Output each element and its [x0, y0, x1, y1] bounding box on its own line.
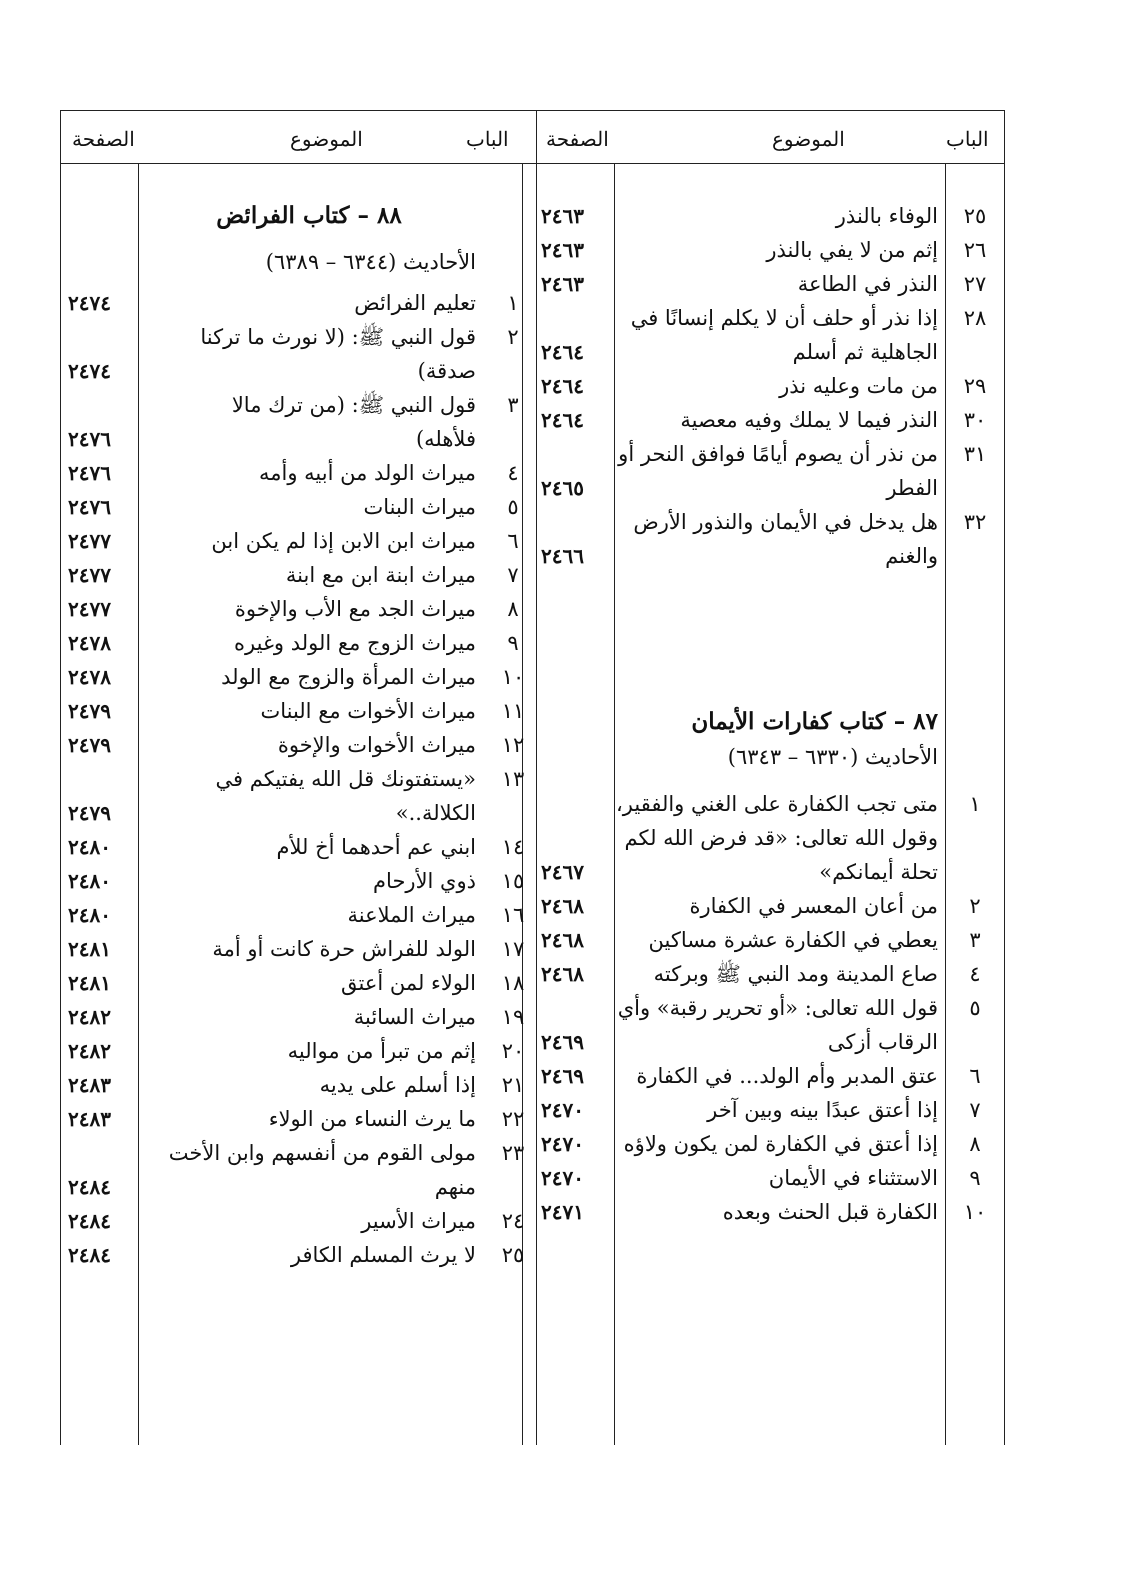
- left-row-page-number: ٢٤٨٤: [68, 1243, 111, 1267]
- left-row-bab-number: ١٠: [501, 665, 525, 689]
- right-row-topic-text: الوفاء بالنذر: [835, 204, 938, 228]
- left-row-bab-number: ٩: [507, 631, 519, 655]
- left-row-bab-number: ١٥: [501, 869, 525, 893]
- right-row-bab-number: ٤: [969, 962, 981, 986]
- left-row-page-number: ٢٤٧٤: [68, 359, 111, 383]
- left-row-bab-number: ٧: [507, 563, 519, 587]
- left-row-page-number: ٢٤٧٩: [68, 801, 111, 825]
- right-row-topic-text: متى تجب الكفارة على الغني والفقير،: [616, 792, 938, 816]
- left-row-bab-number: ٣: [507, 393, 519, 417]
- left-row-page-number: ٢٤٨٤: [68, 1209, 111, 1233]
- header-left-topic: الموضوع: [290, 127, 363, 151]
- right-row-bab-number: ٢٥: [963, 204, 987, 228]
- right-row-page-number: ٢٤٦٨: [541, 894, 584, 918]
- right-row-page-number: ٢٤٧٠: [541, 1098, 584, 1122]
- right-row-topic-text: تحلة أيمانكم»: [819, 860, 938, 884]
- right-row-page-number: ٢٤٦٤: [541, 340, 584, 364]
- left-row-topic-text: ميراث المرأة والزوج مع الولد: [221, 665, 476, 689]
- right-row-page-number: ٢٤٦٣: [541, 204, 584, 228]
- left-row-topic-text: ميراث الملاعنة: [347, 903, 476, 927]
- left-row-topic-text: ميراث الأخوات مع البنات: [260, 699, 476, 723]
- header-left-bab: الباب: [466, 127, 509, 151]
- right-row-topic-text: إذا نذر أو حلف أن لا يكلم إنسانًا في: [630, 306, 938, 330]
- left-row-page-number: ٢٤٨١: [68, 937, 111, 961]
- left-row-topic-text: قول النبي ﷺ: (من ترك مالا: [231, 393, 476, 417]
- right-row-page-number: ٢٤٦٣: [541, 272, 584, 296]
- right-row-page-number: ٢٤٦٦: [541, 544, 584, 568]
- right-row-topic-text: والغنم: [885, 544, 938, 568]
- right-row-topic-text: من أعان المعسر في الكفارة: [689, 894, 938, 918]
- left-row-bab-number: ١٩: [501, 1005, 525, 1029]
- left-row-page-number: ٢٤٧٦: [68, 495, 111, 519]
- right-row-topic-text: يعطي في الكفارة عشرة مساكين: [648, 928, 938, 952]
- right-row-page-number: ٢٤٦٩: [541, 1064, 584, 1088]
- right-row-topic-text: الفطر: [886, 476, 938, 500]
- left-row-bab-number: ٨: [507, 597, 519, 621]
- right-row-bab-number: ٢٨: [963, 306, 987, 330]
- right-row-topic-text: وقول الله تعالى: «قد فرض الله لكم: [624, 826, 938, 850]
- right-row-topic-text: من نذر أن يصوم أيامًا فوافق النحر أو: [618, 442, 938, 466]
- left-row-topic-text: ميراث ابنة ابن مع ابنة: [285, 563, 476, 587]
- right-row-bab-number: ٢: [969, 894, 981, 918]
- left-row-bab-number: ١١: [501, 699, 525, 723]
- right-row-topic-text: هل يدخل في الأيمان والنذور الأرض: [633, 510, 938, 534]
- left-row-topic-text: «يستفتونك قل الله يفتيكم في: [215, 767, 476, 791]
- left-row-page-number: ٢٤٨٠: [68, 903, 111, 927]
- right-row-topic-text: إذا أعتق في الكفارة لمن يكون ولاؤه: [623, 1132, 938, 1156]
- left-row-topic-text: ذوي الأرحام: [373, 869, 476, 893]
- left-row-topic-text: الولاء لمن أعتق: [340, 971, 476, 995]
- left-book-title: ٨٨ – كتاب الفرائض: [216, 202, 402, 229]
- left-row-page-number: ٢٤٨٢: [68, 1005, 111, 1029]
- left-row-bab-number: ٢٠: [501, 1039, 525, 1063]
- right-row-page-number: ٢٤٧١: [541, 1200, 584, 1224]
- right-row-page-number: ٢٤٦٩: [541, 1030, 584, 1054]
- left-row-page-number: ٢٤٨٠: [68, 869, 111, 893]
- right-row-topic-text: إثم من لا يفي بالنذر: [766, 238, 938, 262]
- left-row-topic-text: الولد للفراش حرة كانت أو أمة: [212, 937, 476, 961]
- right-row-topic-text: الرقاب أزكى: [827, 1030, 938, 1054]
- left-row-bab-number: ١: [507, 291, 519, 315]
- right-row-bab-number: ٦: [969, 1064, 981, 1088]
- left-row-bab-number: ١٣: [501, 767, 525, 791]
- left-row-bab-number: ١٦: [501, 903, 525, 927]
- right-row-bab-number: ٣٠: [963, 408, 987, 432]
- left-row-bab-number: ٢٣: [501, 1141, 525, 1165]
- left-row-topic-text: ميراث الزوج مع الولد وغيره: [234, 631, 476, 655]
- left-row-topic-text: صدقة): [417, 359, 476, 383]
- right-row-bab-number: ١٠: [963, 1200, 987, 1224]
- left-row-page-number: ٢٤٧٧: [68, 597, 111, 621]
- left-row-topic-text: ابني عم أحدهما أخ للأم: [276, 835, 476, 859]
- right-row-bab-number: ٨: [969, 1132, 981, 1156]
- left-row-topic-text: تعليم الفرائض: [354, 291, 476, 315]
- right-row-bab-number: ٧: [969, 1098, 981, 1122]
- right-row-topic-text: إذا أعتق عبدًا بينه وبين آخر: [707, 1098, 938, 1122]
- right-row-bab-number: ٢٩: [963, 374, 987, 398]
- header-rule: [60, 163, 1005, 164]
- left-row-topic-text: فلأهله): [415, 427, 476, 451]
- left-row-topic-text: ميراث الأسير: [361, 1209, 476, 1233]
- left-row-topic-text: قول النبي ﷺ: (لا نورث ما تركنا: [200, 325, 476, 349]
- left-row-bab-number: ١٢: [501, 733, 525, 757]
- right-book-title: ٨٧ – كتاب كفارات الأيمان: [691, 708, 938, 735]
- header-right-page: الصفحة: [546, 127, 609, 151]
- right-row-topic-text: الاستثناء في الأيمان: [768, 1166, 938, 1190]
- left-row-bab-number: ٢٢: [501, 1107, 525, 1131]
- right-row-page-number: ٢٤٧٠: [541, 1166, 584, 1190]
- right-book-hadith: الأحاديث (٦٣٣٠ – ٦٣٤٣): [727, 745, 938, 769]
- right-page-divider: [614, 163, 615, 1445]
- right-row-bab-number: ١: [969, 792, 981, 816]
- left-row-bab-number: ١٨: [501, 971, 525, 995]
- left-row-bab-number: ٢٥: [501, 1243, 525, 1267]
- left-row-bab-number: ١٤: [501, 835, 525, 859]
- left-row-page-number: ٢٤٨٢: [68, 1039, 111, 1063]
- right-row-topic-text: صاع المدينة ومد النبي ﷺ وبركته: [653, 962, 938, 986]
- right-row-topic-text: الجاهلية ثم أسلم: [792, 340, 938, 364]
- left-row-topic-text: ميراث الولد من أبيه وأمه: [259, 461, 476, 485]
- left-row-topic-text: الكلالة..»: [395, 801, 476, 825]
- left-row-bab-number: ١٧: [501, 937, 525, 961]
- left-row-topic-text: ميراث الأخوات والإخوة: [277, 733, 476, 757]
- left-row-bab-number: ٢١: [501, 1073, 525, 1097]
- left-book-hadith: الأحاديث (٦٣٤٤ – ٦٣٨٩): [265, 250, 476, 274]
- left-row-page-number: ٢٤٧٨: [68, 631, 111, 655]
- left-row-page-number: ٢٤٨٠: [68, 835, 111, 859]
- right-row-page-number: ٢٤٧٠: [541, 1132, 584, 1156]
- right-row-topic-text: من مات وعليه نذر: [779, 374, 938, 398]
- left-row-topic-text: منهم: [434, 1175, 476, 1199]
- left-row-bab-number: ٢: [507, 325, 519, 349]
- right-row-page-number: ٢٤٦٨: [541, 962, 584, 986]
- right-row-page-number: ٢٤٦٥: [541, 476, 584, 500]
- left-row-page-number: ٢٤٧٤: [68, 291, 111, 315]
- right-row-page-number: ٢٤٦٤: [541, 374, 584, 398]
- left-row-page-number: ٢٤٧٦: [68, 461, 111, 485]
- left-row-topic-text: ميراث السائبة: [353, 1005, 476, 1029]
- header-right-bab: الباب: [946, 127, 989, 151]
- left-row-topic-text: لا يرث المسلم الكافر: [290, 1243, 476, 1267]
- right-row-bab-number: ٣: [969, 928, 981, 952]
- left-row-page-number: ٢٤٧٨: [68, 665, 111, 689]
- left-row-page-number: ٢٤٨٣: [68, 1107, 111, 1131]
- right-row-page-number: ٢٤٦٨: [541, 928, 584, 952]
- right-row-topic-text: الكفارة قبل الحنث وبعده: [722, 1200, 938, 1224]
- header-right-topic: الموضوع: [772, 127, 845, 151]
- left-row-bab-number: ٥: [507, 495, 519, 519]
- left-row-topic-text: مولى القوم من أنفسهم وابن الأخت: [168, 1141, 476, 1165]
- right-row-topic-text: النذر فيما لا يملك وفيه معصية: [680, 408, 938, 432]
- left-row-page-number: ٢٤٧٧: [68, 529, 111, 553]
- left-page-divider: [138, 163, 139, 1445]
- right-row-page-number: ٢٤٦٧: [541, 860, 584, 884]
- left-row-page-number: ٢٤٧٩: [68, 699, 111, 723]
- header-left-page: الصفحة: [72, 127, 135, 151]
- left-row-page-number: ٢٤٨٣: [68, 1073, 111, 1097]
- left-row-topic-text: ما يرث النساء من الولاء: [268, 1107, 476, 1131]
- left-row-page-number: ٢٤٧٦: [68, 427, 111, 451]
- right-row-bab-number: ٥: [969, 996, 981, 1020]
- right-row-bab-number: ٩: [969, 1166, 981, 1190]
- right-row-bab-number: ٣٢: [963, 510, 987, 534]
- left-row-topic-text: إذا أسلم على يديه: [319, 1073, 476, 1097]
- right-row-page-number: ٢٤٦٣: [541, 238, 584, 262]
- right-row-topic-text: قول الله تعالى: «أو تحرير رقبة» وأي: [617, 996, 938, 1020]
- right-row-bab-number: ٢٦: [963, 238, 987, 262]
- left-row-topic-text: ميراث البنات: [363, 495, 476, 519]
- left-row-topic-text: ميراث ابن الابن إذا لم يكن ابن: [211, 529, 476, 553]
- left-row-page-number: ٢٤٧٧: [68, 563, 111, 587]
- left-row-topic-text: إثم من تبرأ من مواليه: [287, 1039, 476, 1063]
- left-row-bab-number: ٤: [507, 461, 519, 485]
- right-row-topic-text: النذر في الطاعة: [797, 272, 938, 296]
- column-divider: [536, 110, 537, 1445]
- right-row-bab-number: ٣١: [963, 442, 987, 466]
- left-row-page-number: ٢٤٧٩: [68, 733, 111, 757]
- right-row-bab-number: ٢٧: [963, 272, 987, 296]
- left-row-topic-text: ميراث الجد مع الأب والإخوة: [234, 597, 476, 621]
- left-row-page-number: ٢٤٨١: [68, 971, 111, 995]
- left-row-bab-number: ٢٤: [501, 1209, 525, 1233]
- right-row-page-number: ٢٤٦٤: [541, 408, 584, 432]
- left-row-bab-number: ٦: [507, 529, 519, 553]
- right-row-topic-text: عتق المدبر وأم الولد... في الكفارة: [636, 1064, 938, 1088]
- left-row-page-number: ٢٤٨٤: [68, 1175, 111, 1199]
